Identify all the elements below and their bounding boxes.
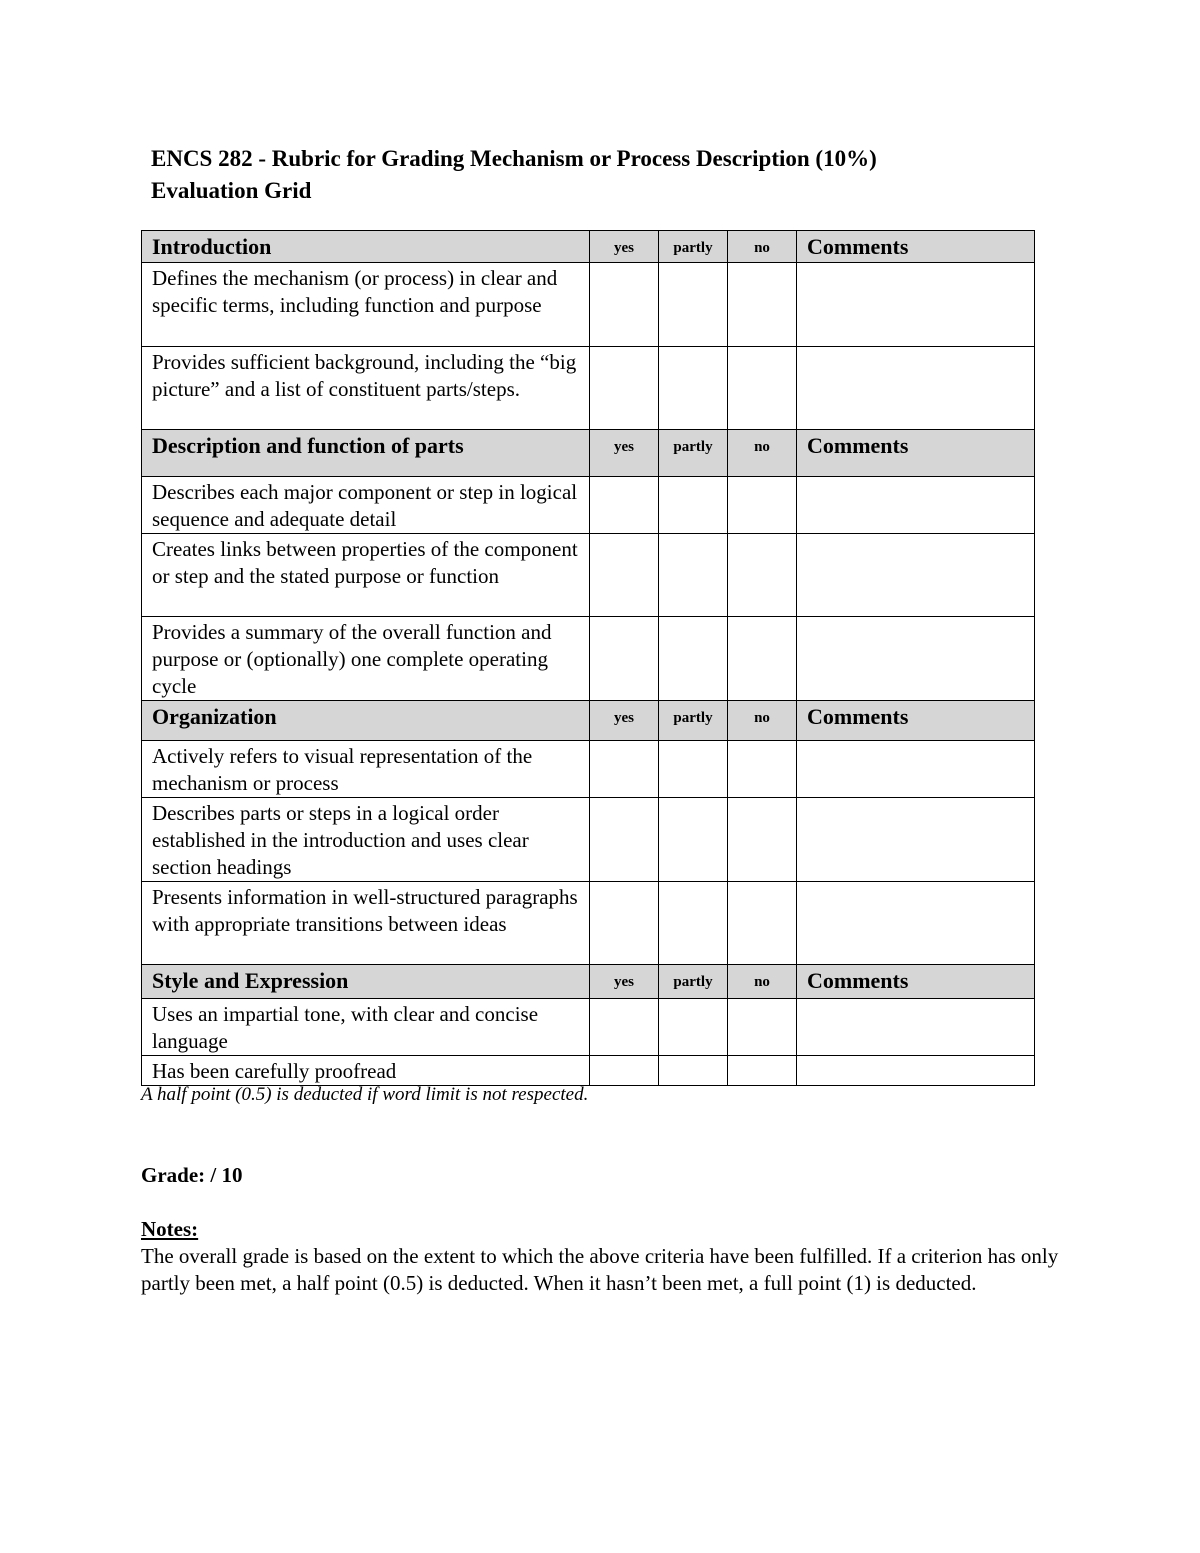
yes-column-header: yes [590,231,659,263]
no-column-header: no [728,430,797,477]
partly-cell[interactable] [659,741,728,798]
criterion-row [142,1056,1035,1086]
criterion-text: Presents information in well-structured paragraphs with appropriate transitions between ideas [142,882,590,965]
partly-cell[interactable] [659,477,728,534]
comments-cell[interactable] [797,263,1035,347]
no-cell[interactable] [728,1056,797,1086]
criterion-text: Describes parts or steps in a logical order established in the introduction and uses clear section headings [142,798,590,882]
no-cell[interactable] [728,347,797,430]
word-limit-footnote: A half point (0.5) is deducted if word limit is not respected. [141,1084,589,1105]
partly-cell[interactable] [659,798,728,882]
no-cell[interactable] [728,798,797,882]
title-line-1: ENCS 282 - Rubric for Grading Mechanism or Process Description (10%) [151,146,877,171]
yes-cell[interactable] [590,741,659,798]
no-cell[interactable] [728,477,797,534]
section-heading: Description and function of parts [142,430,590,477]
yes-cell[interactable] [590,798,659,882]
section-header-row [142,231,1035,263]
no-cell[interactable] [728,263,797,347]
criterion-text: Has been carefully proofread [142,1056,590,1086]
comments-column-header: Comments [797,965,1035,999]
comments-cell[interactable] [797,347,1035,430]
partly-column-header: partly [659,231,728,263]
comments-cell[interactable] [797,882,1035,965]
yes-cell[interactable] [590,534,659,617]
section-heading: Introduction [142,231,590,263]
criterion-text: Provides a summary of the overall function and purpose or (optionally) one complete operating cycle [142,617,590,701]
comments-column-header: Comments [797,430,1035,477]
criterion-row [142,798,1035,882]
criterion-text: Provides sufficient background, including the “big picture” and a list of constituent parts/steps. [142,347,590,430]
criterion-text: Defines the mechanism (or process) in clear and specific terms, including function and purpose [142,263,590,347]
criterion-row [142,617,1035,701]
comments-cell[interactable] [797,617,1035,701]
comments-column-header: Comments [797,231,1035,263]
yes-cell[interactable] [590,263,659,347]
yes-cell[interactable] [590,347,659,430]
criterion-row [142,347,1035,430]
partly-cell[interactable] [659,617,728,701]
partly-column-header: partly [659,965,728,999]
criterion-row [142,882,1035,965]
partly-cell[interactable] [659,882,728,965]
comments-cell[interactable] [797,999,1035,1056]
criterion-row [142,477,1035,534]
comments-column-header: Comments [797,701,1035,741]
criterion-text: Creates links between properties of the component or step and the stated purpose or function [142,534,590,617]
section-header-row [142,430,1035,477]
section-header-row [142,701,1035,741]
no-cell[interactable] [728,741,797,798]
comments-cell[interactable] [797,1056,1035,1086]
notes-text: The overall grade is based on the extent to which the above criteria have been fulfilled. If a criterion has only partly been met, a half point (0.5) is deducted. When it hasn’t been met, a full point (1) is deducted. [141,1244,1059,1295]
no-column-header: no [728,231,797,263]
title-line-2: Evaluation Grid [151,178,312,203]
evaluation-grid-table [141,230,1035,1086]
partly-column-header: partly [659,430,728,477]
partly-cell[interactable] [659,347,728,430]
section-header-row [142,965,1035,999]
yes-cell[interactable] [590,1056,659,1086]
partly-cell[interactable] [659,263,728,347]
comments-cell[interactable] [797,477,1035,534]
section-heading: Style and Expression [142,965,590,999]
partly-cell[interactable] [659,999,728,1056]
comments-cell[interactable] [797,741,1035,798]
criterion-text: Describes each major component or step in logical sequence and adequate detail [142,477,590,534]
criterion-row [142,741,1035,798]
no-cell[interactable] [728,534,797,617]
notes-label: Notes: [141,1217,199,1241]
yes-column-header: yes [590,430,659,477]
criterion-row [142,534,1035,617]
no-cell[interactable] [728,617,797,701]
no-column-header: no [728,701,797,741]
partly-column-header: partly [659,701,728,741]
section-heading: Organization [142,701,590,741]
yes-cell[interactable] [590,617,659,701]
no-cell[interactable] [728,882,797,965]
no-cell[interactable] [728,999,797,1056]
comments-cell[interactable] [797,534,1035,617]
criterion-row [142,263,1035,347]
partly-cell[interactable] [659,1056,728,1086]
yes-cell[interactable] [590,999,659,1056]
grade-line: Grade: / 10 [141,1163,243,1187]
comments-cell[interactable] [797,798,1035,882]
criterion-text: Actively refers to visual representation of the mechanism or process [142,741,590,798]
criterion-row [142,999,1035,1056]
document-title [151,143,877,207]
yes-cell[interactable] [590,882,659,965]
yes-column-header: yes [590,701,659,741]
no-column-header: no [728,965,797,999]
yes-cell[interactable] [590,477,659,534]
yes-column-header: yes [590,965,659,999]
criterion-text: Uses an impartial tone, with clear and concise language [142,999,590,1056]
partly-cell[interactable] [659,534,728,617]
